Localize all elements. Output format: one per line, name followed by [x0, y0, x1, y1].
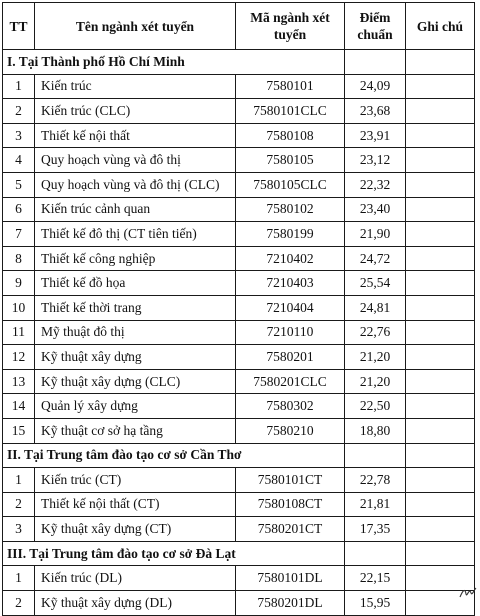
row-major-code: 7580199	[236, 222, 345, 247]
row-major-code: 7580101CLC	[236, 99, 345, 124]
row-major-code: 7580108	[236, 123, 345, 148]
row-major-code: 7580105	[236, 148, 345, 173]
row-score: 22,76	[345, 320, 406, 345]
header-note: Ghi chú	[406, 3, 475, 50]
row-score: 21,81	[345, 492, 406, 517]
table-row	[3, 566, 475, 591]
row-score: 24,09	[345, 74, 406, 99]
row-tt: 7	[3, 222, 35, 247]
row-major-code: 7580201CT	[236, 517, 345, 542]
row-major-name: Kỹ thuật xây dựng (CT)	[35, 517, 236, 542]
row-note	[406, 320, 475, 345]
row-major-code: 7580210	[236, 418, 345, 443]
row-note	[406, 369, 475, 394]
table-row	[3, 295, 475, 320]
row-tt: 11	[3, 320, 35, 345]
section-note-cell	[406, 443, 475, 468]
row-note	[406, 345, 475, 370]
row-major-name: Kiến trúc (DL)	[35, 566, 236, 591]
row-major-name: Thiết kế đồ họa	[35, 271, 236, 296]
row-major-name: Thiết kế nội thất (CT)	[35, 492, 236, 517]
row-major-name: Thiết kế công nghiệp	[35, 246, 236, 271]
row-major-code: 7210403	[236, 271, 345, 296]
table-body	[3, 50, 475, 616]
table-row	[3, 418, 475, 443]
section-row	[3, 541, 475, 566]
header-major-code: Mã ngành xét tuyển	[236, 3, 345, 50]
row-tt: 9	[3, 271, 35, 296]
row-tt: 8	[3, 246, 35, 271]
admission-score-sheet	[2, 2, 474, 616]
row-note	[406, 74, 475, 99]
row-tt: 13	[3, 369, 35, 394]
row-score: 23,40	[345, 197, 406, 222]
row-note	[406, 418, 475, 443]
table-row	[3, 271, 475, 296]
table-row	[3, 197, 475, 222]
row-major-name: Kỹ thuật cơ sở hạ tầng	[35, 418, 236, 443]
row-score: 17,35	[345, 517, 406, 542]
table-row	[3, 148, 475, 173]
row-tt: 14	[3, 394, 35, 419]
row-note	[406, 295, 475, 320]
row-tt: 2	[3, 492, 35, 517]
row-score: 22,50	[345, 394, 406, 419]
row-score: 21,90	[345, 222, 406, 247]
row-note	[406, 222, 475, 247]
row-note	[406, 517, 475, 542]
row-tt: 1	[3, 468, 35, 493]
table-row	[3, 345, 475, 370]
row-score: 23,91	[345, 123, 406, 148]
table-row	[3, 394, 475, 419]
signature-mark	[458, 584, 478, 600]
row-score: 24,81	[345, 295, 406, 320]
table-row	[3, 99, 475, 124]
row-major-code: 7580302	[236, 394, 345, 419]
section-row	[3, 443, 475, 468]
row-major-name: Quy hoạch vùng và đô thị (CLC)	[35, 172, 236, 197]
row-tt: 6	[3, 197, 35, 222]
row-tt: 5	[3, 172, 35, 197]
row-tt: 4	[3, 148, 35, 173]
table-row	[3, 320, 475, 345]
row-major-code: 7210110	[236, 320, 345, 345]
row-major-name: Mỹ thuật đô thị	[35, 320, 236, 345]
row-tt: 12	[3, 345, 35, 370]
section-title: II. Tại Trung tâm đào tạo cơ sở Cần Thơ	[3, 443, 345, 468]
table-row	[3, 246, 475, 271]
row-score: 22,32	[345, 172, 406, 197]
table-row	[3, 123, 475, 148]
row-note	[406, 468, 475, 493]
header-major-name: Tên ngành xét tuyển	[35, 3, 236, 50]
row-major-name: Thiết kế đô thị (CT tiên tiến)	[35, 222, 236, 247]
row-tt: 15	[3, 418, 35, 443]
row-note	[406, 148, 475, 173]
table-row	[3, 369, 475, 394]
row-major-code: 7210402	[236, 246, 345, 271]
row-major-name: Kiến trúc cảnh quan	[35, 197, 236, 222]
row-score: 25,54	[345, 271, 406, 296]
section-row	[3, 50, 475, 75]
score-table	[2, 2, 475, 616]
section-score-cell	[345, 50, 406, 75]
row-score: 21,20	[345, 345, 406, 370]
row-note	[406, 197, 475, 222]
section-title: III. Tại Trung tâm đào tạo cơ sở Đà Lạt	[3, 541, 345, 566]
row-score: 23,68	[345, 99, 406, 124]
table-row	[3, 468, 475, 493]
section-score-cell	[345, 443, 406, 468]
row-major-name: Quản lý xây dựng	[35, 394, 236, 419]
row-major-name: Kiến trúc	[35, 74, 236, 99]
row-note	[406, 123, 475, 148]
header-score: Điểm chuẩn	[345, 3, 406, 50]
row-major-name: Thiết kế nội thất	[35, 123, 236, 148]
row-major-code: 7580201CLC	[236, 369, 345, 394]
row-tt: 10	[3, 295, 35, 320]
table-row	[3, 172, 475, 197]
header-tt: TT	[3, 3, 35, 50]
table-row	[3, 74, 475, 99]
row-note	[406, 99, 475, 124]
row-major-code: 7580108CT	[236, 492, 345, 517]
row-score: 21,20	[345, 369, 406, 394]
row-major-code: 7580102	[236, 197, 345, 222]
row-score: 22,78	[345, 468, 406, 493]
row-tt: 1	[3, 74, 35, 99]
row-major-code: 7210404	[236, 295, 345, 320]
row-major-name: Kiến trúc (CT)	[35, 468, 236, 493]
row-major-code: 7580201	[236, 345, 345, 370]
row-major-code: 7580201DL	[236, 591, 345, 616]
row-major-name: Quy hoạch vùng và đô thị	[35, 148, 236, 173]
row-score: 23,12	[345, 148, 406, 173]
row-note	[406, 394, 475, 419]
table-row	[3, 222, 475, 247]
row-tt: 2	[3, 591, 35, 616]
row-major-name: Kỹ thuật xây dựng (DL)	[35, 591, 236, 616]
row-note	[406, 492, 475, 517]
row-tt: 1	[3, 566, 35, 591]
row-score: 18,80	[345, 418, 406, 443]
row-major-code: 7580105CLC	[236, 172, 345, 197]
row-score: 15,95	[345, 591, 406, 616]
row-tt: 2	[3, 99, 35, 124]
row-score: 22,15	[345, 566, 406, 591]
row-tt: 3	[3, 517, 35, 542]
row-major-name: Kiến trúc (CLC)	[35, 99, 236, 124]
row-score: 24,72	[345, 246, 406, 271]
table-row	[3, 591, 475, 616]
section-title: I. Tại Thành phố Hồ Chí Minh	[3, 50, 345, 75]
table-row	[3, 492, 475, 517]
row-major-name: Thiết kế thời trang	[35, 295, 236, 320]
row-major-code: 7580101DL	[236, 566, 345, 591]
row-tt: 3	[3, 123, 35, 148]
section-note-cell	[406, 541, 475, 566]
row-major-code: 7580101	[236, 74, 345, 99]
row-note	[406, 271, 475, 296]
table-header-row	[3, 3, 475, 50]
row-major-name: Kỹ thuật xây dựng (CLC)	[35, 369, 236, 394]
section-note-cell	[406, 50, 475, 75]
row-major-name: Kỹ thuật xây dựng	[35, 345, 236, 370]
row-note	[406, 172, 475, 197]
section-score-cell	[345, 541, 406, 566]
row-major-code: 7580101CT	[236, 468, 345, 493]
row-note	[406, 246, 475, 271]
table-row	[3, 517, 475, 542]
